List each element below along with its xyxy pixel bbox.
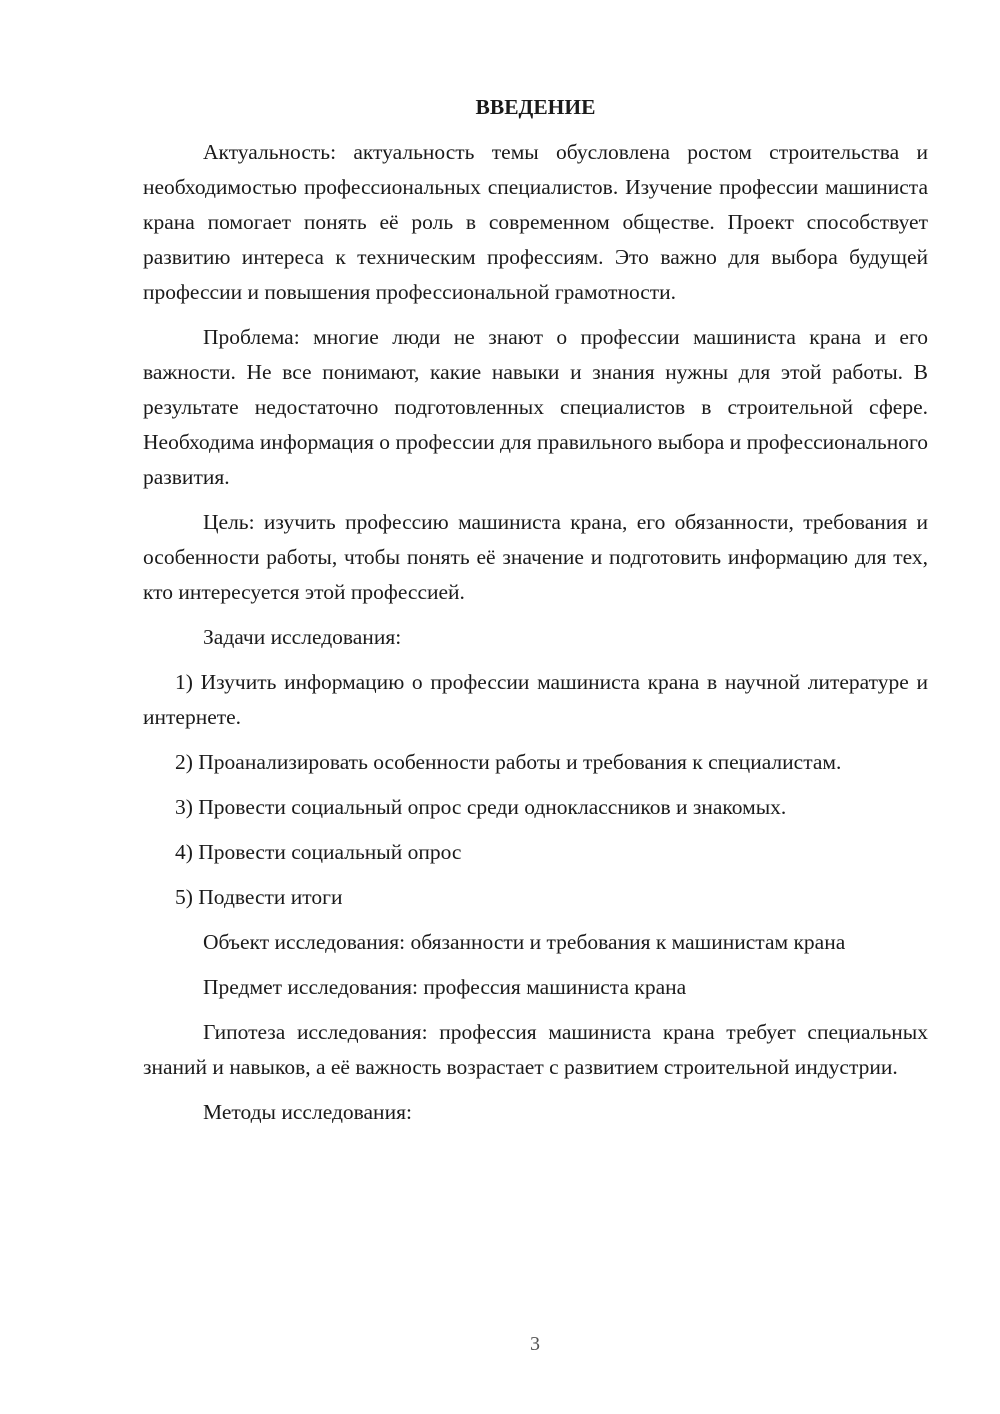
paragraph-hypothesis: Гипотеза исследования: профессия машиниста крана требует специальных знаний и навыков, а её важность возрастает с развитием строительной индустрии. xyxy=(143,1020,928,1079)
task-item-4: 4) Провести социальный опрос xyxy=(175,840,462,864)
paragraph-object: Объект исследования: обязанности и требования к машинистам крана xyxy=(203,930,846,954)
page-number: 3 xyxy=(530,1333,540,1355)
paragraph-goal: Цель: изучить профессию машиниста крана, его обязанности, требования и особенности работы, чтобы понять её значение и подготовить информацию для тех, кто интересуется этой профессией. xyxy=(143,510,928,604)
document-page xyxy=(143,90,928,1140)
task-item-2: 2) Проанализировать особенности работы и требования к специалистам. xyxy=(175,750,842,774)
task-item-5: 5) Подвести итоги xyxy=(175,885,343,909)
paragraph-subject: Предмет исследования: профессия машиниста крана xyxy=(203,975,687,999)
task-item-1: 1) Изучить информацию о профессии машиниста крана в научной литературе и интернете. xyxy=(143,670,928,729)
document-title: ВВЕДЕНИЕ xyxy=(475,95,596,119)
paragraph-problem: Проблема: многие люди не знают о профессии машиниста крана и его важности. Не все понимают, какие навыки и знания нужны для этой работы. В результате недостаточно подготовленных специалистов в строительной сфере. Необходима информация о профессии для правильного выбора и профессионального развития. xyxy=(143,325,928,489)
paragraph-tasks-heading: Задачи исследования: xyxy=(203,625,402,649)
paragraph-methods: Методы исследования: xyxy=(203,1100,412,1124)
paragraph-relevance: Актуальность: актуальность темы обусловлена ростом строительства и необходимостью профессиональных специалистов. Изучение профессии машиниста крана помогает понять её роль в современном обществе. Проект способствует развитию интереса к техническим профессиям. Это важно для выбора будущей профессии и повышения профессиональной грамотности. xyxy=(143,140,928,304)
task-item-3: 3) Провести социальный опрос среди одноклассников и знакомых. xyxy=(175,795,787,819)
